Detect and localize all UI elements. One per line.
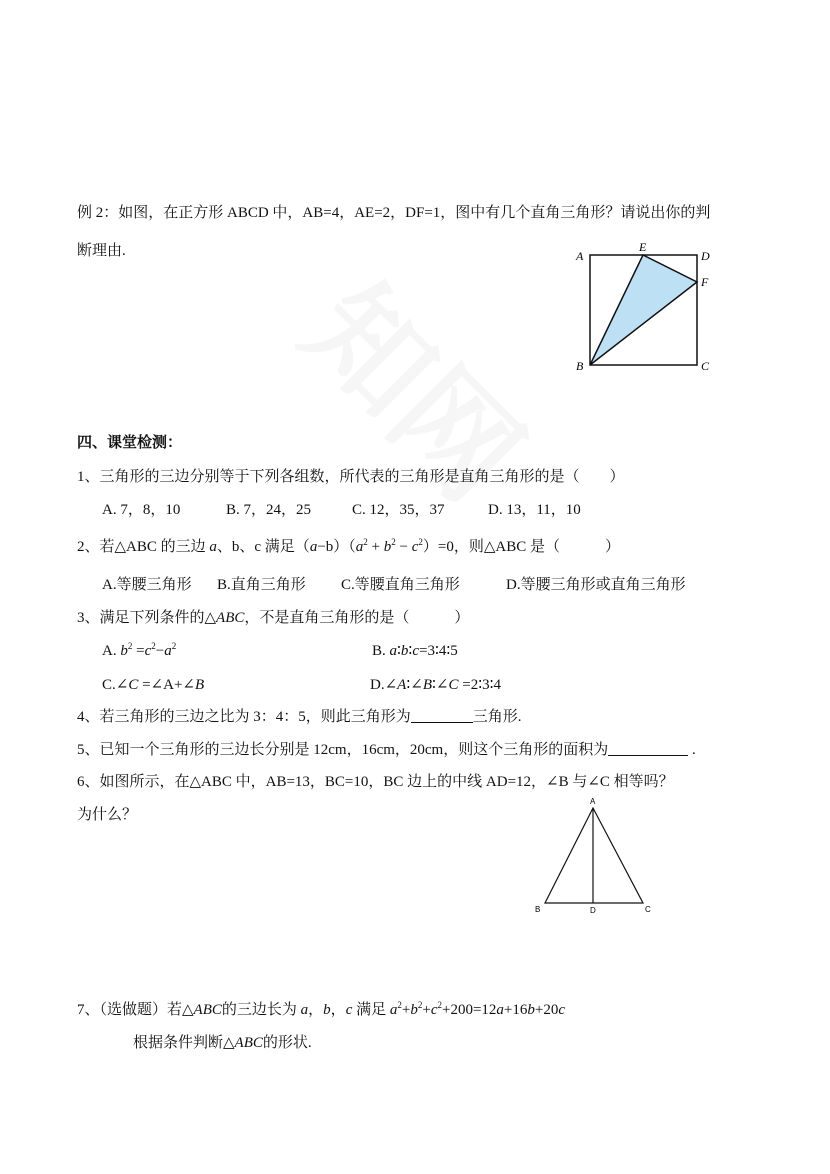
sup: 2 xyxy=(417,1000,423,1010)
q1-options xyxy=(102,500,581,520)
q2-var: a xyxy=(209,539,217,555)
sup: 2 xyxy=(171,641,177,651)
seg: ， xyxy=(330,1002,346,1018)
var: B xyxy=(194,677,205,693)
q3-option-d xyxy=(370,675,501,695)
seg: . xyxy=(688,742,696,758)
sup: 2 xyxy=(397,1000,402,1010)
label-B: B xyxy=(535,905,541,914)
seg: ∶ xyxy=(397,643,401,659)
q1-option-d: D. 13，11，10 xyxy=(488,502,581,518)
label-A: A xyxy=(590,797,596,806)
q2-sup: 2 xyxy=(391,537,396,547)
label-D: D xyxy=(590,906,596,915)
seg: 满足 xyxy=(352,1002,390,1018)
var: C xyxy=(128,677,139,693)
seg: ∶∠ xyxy=(431,677,449,693)
example2-line1: 例 2：如图，在正方形 ABCD 中，AB=4，AE=2，DF=1，图中有几个直角三角形？请说出你的判 xyxy=(77,205,711,221)
label-C: C xyxy=(645,905,651,914)
label-E: E xyxy=(639,240,647,254)
var: b xyxy=(410,1002,418,1018)
seg: 5、已知一个三角形的三边长分别是 12cm，16cm，20cm，则这个三角形的面积为 xyxy=(77,742,609,758)
var: b xyxy=(323,1002,331,1018)
var: a xyxy=(389,643,398,659)
seg: ， xyxy=(308,1002,324,1018)
var: b xyxy=(120,643,128,659)
var: ABC xyxy=(193,1002,222,1018)
var: c xyxy=(345,1002,353,1018)
var: a xyxy=(389,1002,398,1018)
seg: 4、若三角形的三边之比为 3：4：5，则此三角形为 xyxy=(77,709,411,725)
square-figure xyxy=(575,240,710,373)
seg: =2∶3∶4 xyxy=(458,677,502,693)
seg: =∠A+∠ xyxy=(138,677,195,693)
var: A xyxy=(397,677,407,693)
q2-var: a xyxy=(309,539,318,555)
q2-sup: 2 xyxy=(363,537,368,547)
var: ABC xyxy=(234,1035,263,1051)
seg: − xyxy=(155,643,165,659)
var: a xyxy=(300,1002,309,1018)
var: C xyxy=(448,677,459,693)
q1-option-c: C. 12，35，37 xyxy=(352,502,445,518)
section-heading: 四、课堂检测： xyxy=(77,435,183,451)
q2-option-d: D.等腰三角形或直角三角形 xyxy=(506,577,686,593)
seg: +200=12 xyxy=(441,1002,497,1018)
seg: ∶ xyxy=(408,643,413,659)
q2-option-b: B.直角三角形 xyxy=(217,577,306,593)
label-A: A xyxy=(576,249,584,263)
sup: 2 xyxy=(437,1000,442,1010)
seg: =3∶4∶5 xyxy=(419,643,458,659)
q3-option-b xyxy=(372,641,458,661)
q2-var: c xyxy=(411,539,419,555)
seg: A. xyxy=(102,643,121,659)
q3-option-a xyxy=(102,641,176,661)
q2-seg: ）=0，则△ABC 是（ ） xyxy=(422,539,620,555)
var: c xyxy=(430,1002,438,1018)
q2-seg: 、b、c 满足（ xyxy=(216,539,310,555)
q2-seg: + xyxy=(367,539,384,555)
q2-var: a xyxy=(355,539,364,555)
label-C: C xyxy=(701,359,710,373)
q2-text xyxy=(77,537,620,557)
label-D: D xyxy=(701,249,710,263)
q2-option-c: C.等腰直角三角形 xyxy=(341,577,460,593)
sup: 2 xyxy=(127,641,133,651)
var: a xyxy=(496,1002,504,1018)
triangle-figure xyxy=(535,797,651,915)
var: c xyxy=(144,643,152,659)
var: c xyxy=(558,1002,566,1018)
answer-blank[interactable] xyxy=(608,741,688,756)
q3-seg: ，不是直角三角形的是（ ） xyxy=(244,610,470,626)
q6-line1: 6、如图所示，在△ABC 中，AB=13，BC=10，BC 边上的中线 AD=12，∠B 与∠C 相等吗？ xyxy=(77,774,674,790)
label-F: F xyxy=(701,275,709,289)
var: b xyxy=(527,1002,535,1018)
shaded-triangle-bef xyxy=(590,255,697,365)
var: b xyxy=(400,643,409,659)
q1-option-a: A. 7，8，10 xyxy=(102,502,181,518)
seg: = xyxy=(132,643,145,659)
seg: ∶∠ xyxy=(406,677,423,693)
var: a xyxy=(164,643,172,659)
var: B xyxy=(422,677,432,693)
q6-line2: 为什么？ xyxy=(77,807,138,823)
sup: 2 xyxy=(151,641,156,651)
q7-line2 xyxy=(133,1033,312,1053)
q4-text xyxy=(77,707,522,727)
seg: 根据条件判断△ xyxy=(133,1035,235,1051)
q2-sup: 2 xyxy=(418,537,423,547)
seg: +16 xyxy=(503,1002,528,1018)
seg: +20 xyxy=(534,1002,559,1018)
q1-option-b: B. 7，24，25 xyxy=(226,502,312,518)
seg: B. xyxy=(372,643,390,659)
q2-seg: 2、若△ABC 的三边 xyxy=(77,539,210,555)
triangle-abc xyxy=(545,808,643,903)
seg: C.∠ xyxy=(102,677,129,693)
q2-seg: −b）（ xyxy=(317,539,356,555)
q3-var: ABC xyxy=(216,610,245,626)
q2-seg: − xyxy=(395,539,412,555)
q3-option-c xyxy=(102,675,204,695)
label-B: B xyxy=(576,359,584,373)
q7-line1: 7、（选做题）若△ABC的三边长为 a，b，c 满足 $a^2+b^2+c^2+200=12a+16b+20c$ xyxy=(77,1000,566,1018)
q2-var: b xyxy=(383,539,392,555)
q3-seg: 3、满足下列条件的△ xyxy=(77,610,217,626)
seg: D.∠ xyxy=(370,677,398,693)
seg: 的形状. xyxy=(262,1035,312,1051)
var: c xyxy=(412,643,419,659)
seg: 的三边长为 xyxy=(221,1002,301,1018)
q1-text: 1、三角形的三边分别等于下列各组数，所代表的三角形是直角三角形的是（ ） xyxy=(77,469,625,485)
example2-line2: 断理由. xyxy=(77,243,126,259)
q3-text xyxy=(77,608,469,628)
answer-blank[interactable] xyxy=(411,708,473,723)
seg: 7、（选做题）若△ xyxy=(77,1002,194,1018)
seg: 三角形. xyxy=(472,709,522,725)
q5-text xyxy=(77,740,696,760)
q2-options xyxy=(102,575,686,595)
q2-option-a: A.等腰三角形 xyxy=(102,577,192,593)
